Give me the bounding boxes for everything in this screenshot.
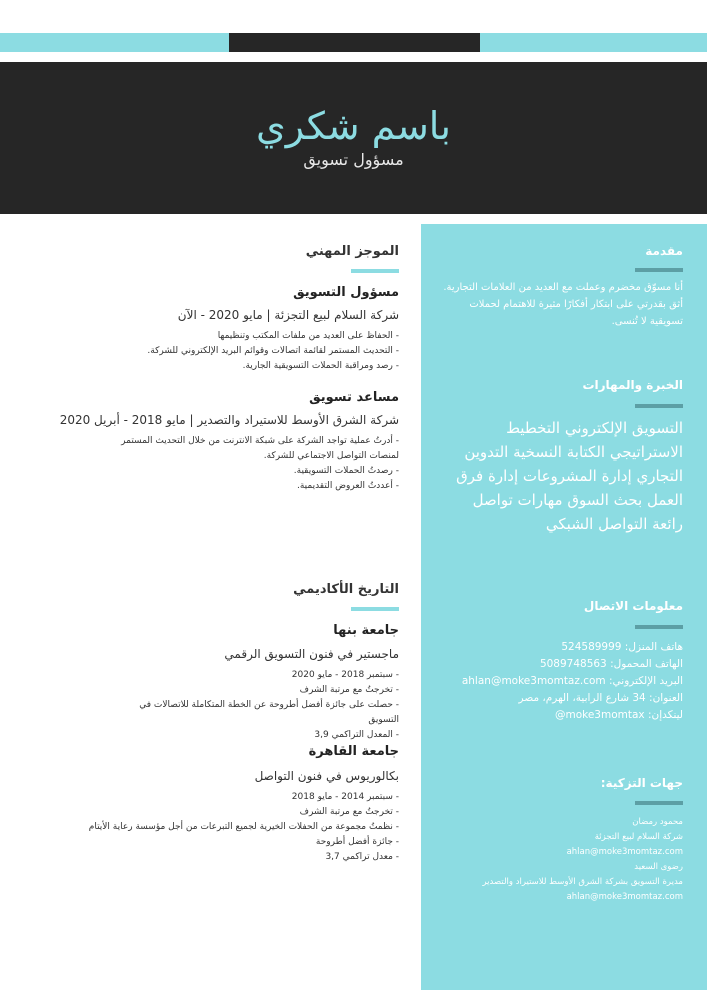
contact-home-phone: هاتف المنزل: 524589999 xyxy=(561,641,683,653)
education-heading: التاريخ الأكاديمي xyxy=(293,582,399,597)
references-heading: جهات التزكية: xyxy=(600,776,683,790)
skills-heading: الخبرة والمهارات xyxy=(582,378,683,392)
reference-name-2: رضوى السعيد xyxy=(634,862,683,872)
list-item: - رصدتُ الحملات التسويقية. xyxy=(109,464,399,479)
list-item: - حصلت على جائزة أفضل أطروحة عن الخطة المتكاملة للاتصالات في التسويق xyxy=(109,698,399,728)
job-bullets-1 xyxy=(109,329,399,374)
top-stripe-dark xyxy=(229,33,480,52)
list-item: - أعددتُ العروض التقديمية. xyxy=(109,479,399,494)
job-title-2: مساعد تسويق xyxy=(309,390,399,405)
list-item: - التحديث المستمر لقائمة اتصالات وقوائم البريد الإلكتروني للشركة. xyxy=(109,344,399,359)
top-stripe-right xyxy=(480,33,707,52)
list-item: - نظمتُ مجموعة من الحفلات الخيرية لجميع التبرعات من أجل مؤسسة رعاية الأيتام xyxy=(59,820,399,835)
reference-email-1: ahlan@moke3momtaz.com xyxy=(566,847,683,857)
job-company-2: شركة الشرق الأوسط للاستيراد والتصدير | مايو 2018 - أبريل 2020 xyxy=(59,413,399,427)
degree-1: ماجستير في فنون التسويق الرقمي xyxy=(224,647,399,661)
list-item: - تخرجتُ مع مرتبة الشرف xyxy=(109,683,399,698)
job-company-1: شركة السلام لبيع التجزئة | مايو 2020 - الآن xyxy=(177,308,399,322)
job-bullets-2 xyxy=(109,434,399,494)
contact-mobile-phone: الهاتف المحمول: 5089748563 xyxy=(539,658,683,670)
list-item: - الحفاظ على العديد من ملفات المكتب وتنظيمها xyxy=(109,329,399,344)
job-title-1: مسؤول التسويق xyxy=(293,285,399,300)
list-item: - أدرتُ عملية تواجد الشركة على شبكة الانترنت من خلال التحديث المستمر لمنصات التواصل الاجتماعي للشركة. xyxy=(109,434,399,464)
contact-linkedin: لينكدإن: moke3momtax@ xyxy=(554,709,683,721)
contact-info xyxy=(433,639,683,724)
education-bullets-1 xyxy=(109,668,399,743)
candidate-job-title: مسؤول تسويق xyxy=(303,150,404,169)
reference-company-1: شركة السلام لبيع التجزئة xyxy=(594,832,683,842)
education-bullets-2 xyxy=(59,790,399,865)
skills-heading-bar xyxy=(635,404,683,408)
list-item: - تخرجتُ مع مرتبة الشرف xyxy=(59,805,399,820)
school-1: جامعة بنها xyxy=(333,623,399,638)
references-heading-bar xyxy=(635,801,683,805)
contact-heading-bar xyxy=(635,625,683,629)
intro-text: أنا مسوّق مخضرم وعملت مع العديد من العلامات التجارية. أثق بقدرتي على ابتكار أفكارًا مثيرة للاهتمام لحملات تسويقية لا تُنسى. xyxy=(443,282,683,327)
list-item: - جائزة أفضل أطروحة xyxy=(59,835,399,850)
list-item: - سبتمبر 2018 - مايو 2020 xyxy=(109,668,399,683)
contact-heading: معلومات الاتصال xyxy=(583,599,683,613)
school-2: جامعة القاهرة xyxy=(308,744,399,759)
experience-heading: الموجز المهني xyxy=(305,244,399,259)
list-item: - سبتمبر 2014 - مايو 2018 xyxy=(59,790,399,805)
candidate-name: باسم شكري xyxy=(256,104,451,148)
references-list xyxy=(433,815,683,905)
contact-email: البريد الإلكتروني: ahlan@moke3momtaz.com xyxy=(461,675,683,687)
contact-address: العنوان: 34 شارع الرابية، الهرم، مصر xyxy=(518,692,683,704)
reference-name-1: محمود رمضان xyxy=(632,817,683,827)
education-heading-bar xyxy=(351,607,399,611)
list-item: - المعدل التراكمي 3,9 xyxy=(109,728,399,743)
skills-text: التسويق الإلكتروني التخطيط الاستراتيجي الكتابة النسخية التدوين التجاري إدارة المشروعات إدارة فرق العمل بحث السوق مهارات تواصل رائعة التواصل الشبكي xyxy=(456,419,683,533)
reference-company-2: مديرة التسويق بشركة الشرق الأوسط للاستيراد والتصدير xyxy=(482,877,683,887)
list-item: - معدل تراكمي 3,7 xyxy=(59,850,399,865)
intro-heading-bar xyxy=(635,268,683,272)
top-stripe-left xyxy=(0,33,229,52)
intro-heading: مقدمة xyxy=(645,244,683,258)
reference-email-2: ahlan@moke3momtaz.com xyxy=(566,892,683,902)
experience-heading-bar xyxy=(351,269,399,273)
list-item: - رصد ومراقبة الحملات التسويقية الجارية. xyxy=(109,359,399,374)
degree-2: بكالوريوس في فنون التواصل xyxy=(254,769,399,783)
